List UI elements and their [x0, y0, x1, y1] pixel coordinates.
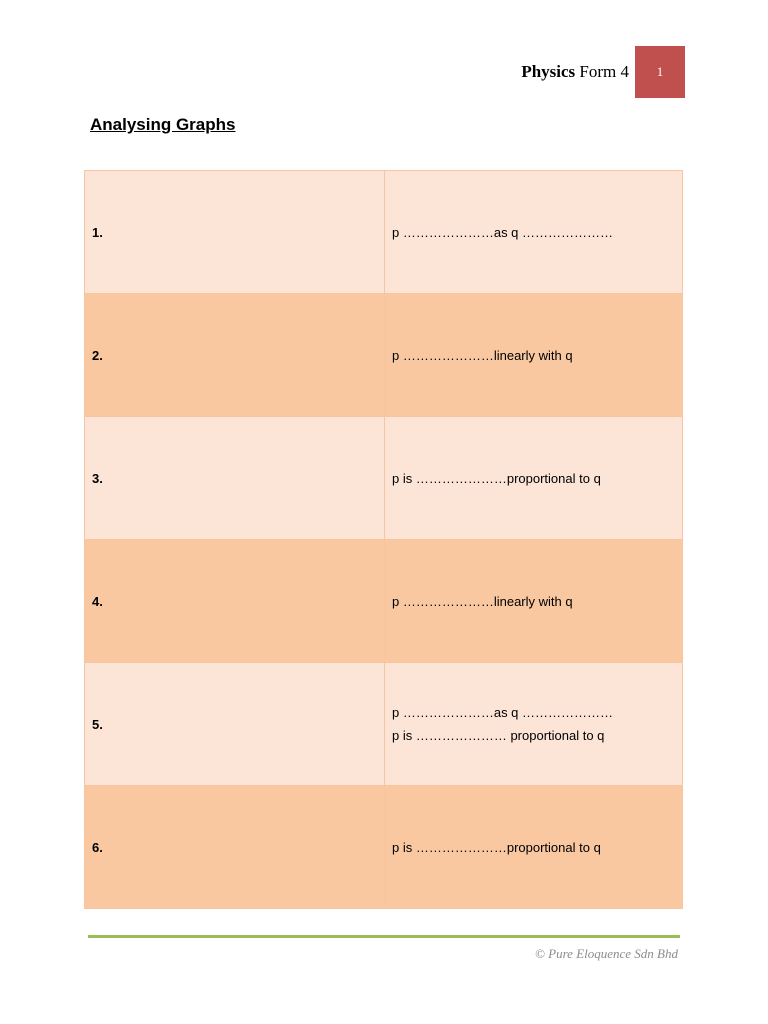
row-number: 1.	[85, 171, 385, 294]
row-number: 3.	[85, 417, 385, 540]
footer-copyright: © Pure Eloquence Sdn Bhd	[535, 946, 678, 961]
graph-table	[84, 170, 683, 909]
statement-line: p is …………………proportional to q	[392, 470, 601, 486]
page-number: 1	[656, 64, 664, 79]
row-statement	[385, 663, 683, 786]
statement-line: p …………………linearly with q	[392, 593, 573, 609]
row-number: 2.	[85, 294, 385, 417]
table-row	[85, 786, 683, 909]
header-form: Form 4	[579, 62, 629, 81]
row-statement	[385, 294, 683, 417]
header-subject: Physics	[521, 62, 576, 81]
row-number: 6.	[85, 786, 385, 909]
footer-divider	[88, 935, 680, 938]
header-title	[521, 62, 629, 82]
row-number: 5.	[85, 663, 385, 786]
row-number: 4.	[85, 540, 385, 663]
row-statement	[385, 540, 683, 663]
table-row	[85, 663, 683, 786]
statement-line: p …………………as q …………………	[392, 705, 614, 720]
statement-line: p is ………………… proportional to q	[392, 728, 605, 743]
statement-line: p …………………as q …………………	[392, 224, 614, 240]
row-statement	[385, 417, 683, 540]
row-statement	[385, 171, 683, 294]
table-row	[85, 294, 683, 417]
statement-line: p is …………………proportional to q	[392, 839, 601, 855]
statement-line: p …………………linearly with q	[392, 347, 573, 363]
page-number-badge	[635, 46, 685, 98]
page-heading: Analysing Graphs	[90, 115, 236, 134]
table-row	[85, 171, 683, 294]
table-row	[85, 540, 683, 663]
row-statement	[385, 786, 683, 909]
table-row	[85, 417, 683, 540]
